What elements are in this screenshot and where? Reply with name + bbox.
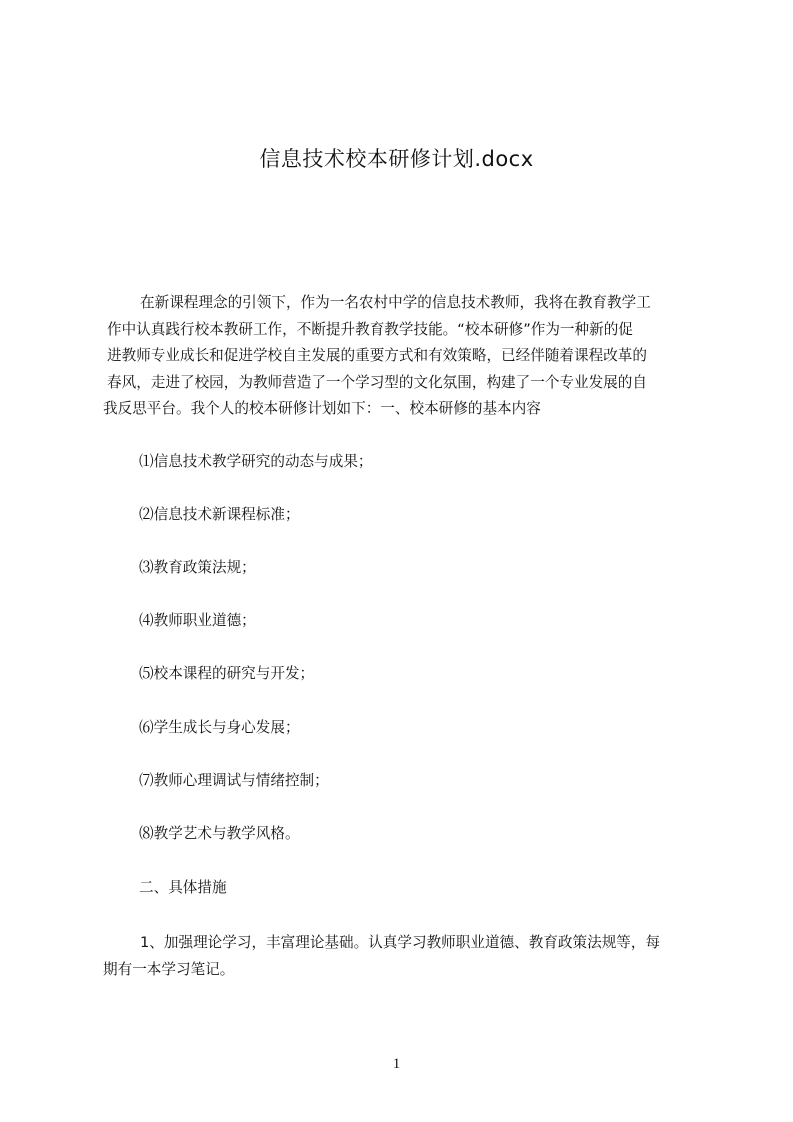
content-item: ⑻教学艺术与教学风格。: [139, 825, 300, 842]
measure-line: 1、加强理论学习，丰富理论基础。认真学习教师职业道德、教育政策法规等，每: [140, 934, 661, 951]
content-item: ⑴信息技术教学研究的动态与成果；: [139, 453, 373, 470]
content-item: ⑺教师心理调试与情绪控制；: [139, 772, 329, 789]
document-title: 信息技术校本研修计划.docx: [259, 147, 534, 171]
page-number: 1: [392, 1056, 401, 1072]
intro-line: 春风，走进了校园，为教师营造了一个学习型的文化氛围，构建了一个专业发展的自: [107, 373, 647, 391]
measure-line: 期有一本学习笔记。: [103, 960, 235, 978]
intro-paragraph: [100, 290, 710, 423]
intro-line: 我反思平台。我个人的校本研修计划如下：一、校本研修的基本内容: [103, 400, 541, 417]
intro-line: 作中认真践行校本教研工作，不断提升教育教学技能。“校本研修”作为一种新的促: [107, 320, 633, 338]
content-item: ⑸校本课程的研究与开发；: [139, 665, 315, 682]
content-item: ⑹学生成长与身心发展；: [139, 719, 300, 736]
intro-line: 进教师专业成长和促进学校自主发展的重要方式和有效策略，已经伴随着课程改革的: [107, 347, 647, 364]
content-item: ⑶教育政策法规；: [139, 559, 256, 576]
intro-line: 在新课程理念的引领下，作为一名农村中学的信息技术教师，我将在教育教学工: [140, 294, 651, 311]
content-item: ⑷教师职业道德；: [139, 612, 256, 629]
measure-paragraph: [100, 930, 710, 983]
content-item: ⑵信息技术新课程标准；: [139, 506, 300, 523]
section-heading: 二、具体措施: [139, 879, 227, 896]
